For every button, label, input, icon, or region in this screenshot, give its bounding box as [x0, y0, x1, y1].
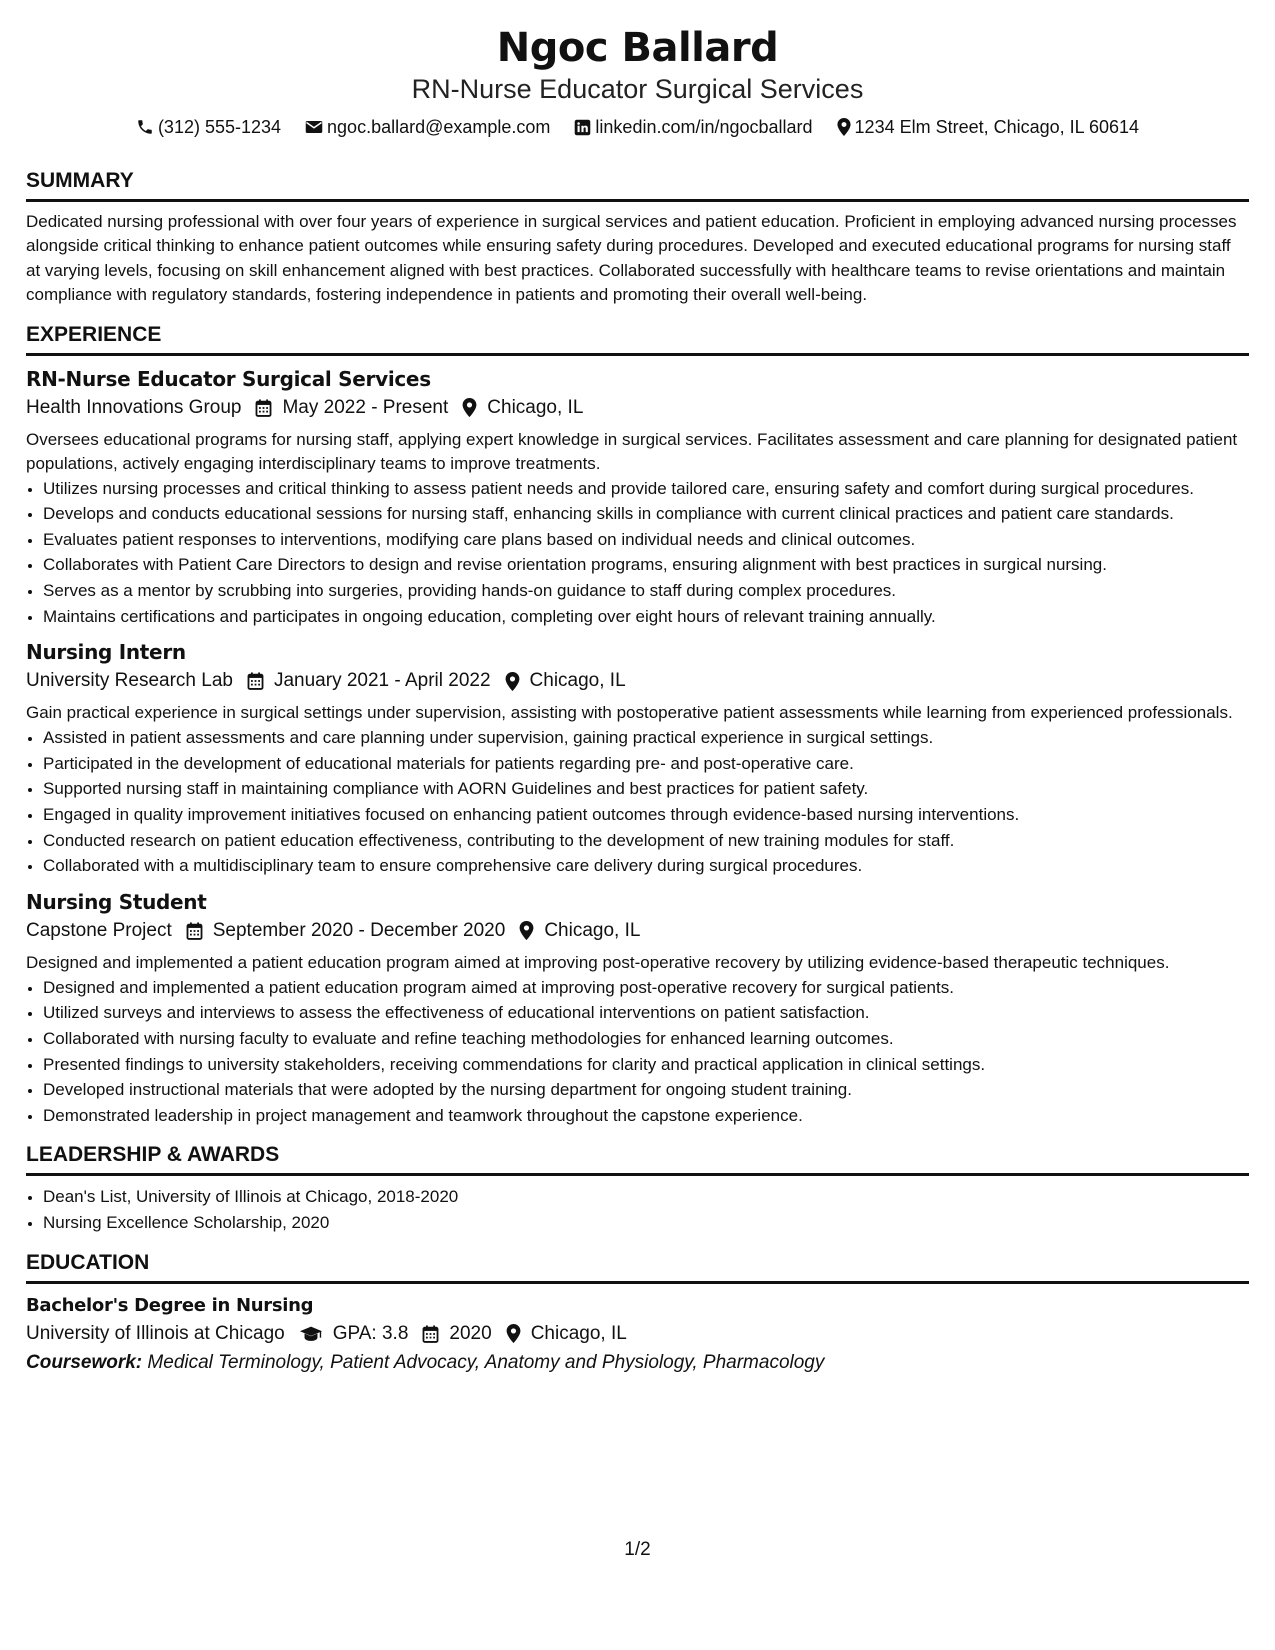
- job-organization: University Research Lab: [26, 670, 233, 692]
- list-item: • Serves as a mentor by scrubbing into surgeries, providing hands-on guidance to staff during complex procedures.: [43, 578, 1249, 604]
- list-item: • Evaluates patient responses to interventions, modifying care plans based on individual needs and clinical outcomes.: [43, 527, 1249, 553]
- envelope-icon: [305, 119, 323, 135]
- calendar-icon: [186, 922, 203, 940]
- job-location: Chicago, IL: [544, 919, 641, 941]
- job-dates: September 2020 - December 2020: [212, 919, 506, 941]
- list-item: • Engaged in quality improvement initiatives focused on enhancing patient outcomes through evidence-based nursing interventions.: [43, 802, 1249, 828]
- school-location: Chicago, IL: [530, 1322, 627, 1344]
- list-item: • Maintains certifications and participates in ongoing education, completing over eight hours of relevant training annually.: [43, 604, 1249, 630]
- list-item: • Utilized surveys and interviews to assess the effectiveness of educational interventions on patient satisfaction.: [43, 1000, 1249, 1026]
- job-entry: [26, 364, 1249, 630]
- candidate-title: RN-Nurse Educator Surgical Services: [411, 74, 864, 104]
- coursework-label: Coursework:: [26, 1351, 143, 1373]
- education-meta: [26, 1320, 1249, 1348]
- education-heading: EDUCATION: [26, 1250, 1249, 1284]
- contact-address-text: 1234 Elm Street, Chicago, IL 60614: [854, 117, 1140, 137]
- contact-email[interactable]: [305, 114, 550, 140]
- job-meta: [26, 917, 1249, 945]
- job-entry: [26, 637, 1249, 879]
- contact-phone-text: (312) 555-1234: [157, 117, 282, 137]
- list-item: • Participated in the development of educational materials for patients regarding pre- and post-operative care.: [43, 751, 1249, 777]
- summary-text: Dedicated nursing professional with over four years of experience in surgical services and patient education. Proficient in employing advanced nursing processes alongside critical thinking to enhance patient outcomes while ensuring safety during procedures. Developed and executed educational programs for nursing staff at varying levels, focusing on skill enhancement aligned with best practices. Collaborated successfully with healthcare teams to revise orientations and maintain compliance with regulatory standards, fostering independence in patients and promoting their overall well-being.: [26, 212, 1237, 305]
- contact-linkedin-text: linkedin.com/in/ngocballard: [595, 117, 813, 137]
- list-item: • Develops and conducts educational sessions for nursing staff, enhancing skills in compliance with current clinical practices and patient care standards.: [43, 501, 1249, 527]
- job-meta: [26, 394, 1249, 422]
- gpa-text: GPA: 3.8: [332, 1322, 409, 1344]
- job-bullets: [26, 476, 1249, 630]
- awards-heading: LEADERSHIP & AWARDS: [26, 1142, 1249, 1176]
- map-pin-icon: [505, 672, 520, 691]
- degree-title: Bachelor's Degree in Nursing: [26, 1294, 314, 1316]
- experience-heading: EXPERIENCE: [26, 322, 1249, 356]
- page-number: 1/2: [624, 1539, 651, 1560]
- list-item: • Collaborated with a multidisciplinary team to ensure comprehensive care delivery during surgical procedures.: [43, 853, 1249, 879]
- graduation-cap-icon: [299, 1325, 323, 1343]
- map-pin-icon: [519, 921, 534, 940]
- job-meta: [26, 667, 1249, 695]
- coursework-list: Medical Terminology, Patient Advocacy, Anatomy and Physiology, Pharmacology: [147, 1351, 825, 1373]
- contact-bar: [26, 114, 1249, 140]
- job-description: Gain practical experience in surgical settings under supervision, assisting with postoperative patient assessments while learning from experienced professionals.: [26, 703, 1233, 723]
- job-title: RN-Nurse Educator Surgical Services: [26, 366, 431, 391]
- list-item: • Supported nursing staff in maintaining compliance with AORN Guidelines and best practices for patient safety.: [43, 776, 1249, 802]
- candidate-name: Ngoc Ballard: [496, 25, 779, 71]
- job-location: Chicago, IL: [529, 670, 626, 692]
- map-pin-icon: [462, 398, 477, 417]
- summary-section: [26, 168, 1249, 308]
- list-item: • Demonstrated leadership in project management and teamwork throughout the capstone experience.: [43, 1103, 1249, 1129]
- calendar-icon: [255, 399, 272, 417]
- job-organization: Health Innovations Group: [26, 396, 242, 418]
- resume-page: [26, 22, 1249, 1378]
- job-location: Chicago, IL: [487, 396, 584, 418]
- list-item: • Developed instructional materials that were adopted by the nursing department for ongoing student training.: [43, 1077, 1249, 1103]
- job-title: Nursing Intern: [26, 640, 186, 665]
- list-item: • Presented findings to university stakeholders, receiving commendations for clarity and practical application in clinical settings.: [43, 1052, 1249, 1078]
- map-pin-icon: [837, 118, 851, 136]
- job-dates: May 2022 - Present: [282, 396, 449, 418]
- job-dates: January 2021 - April 2022: [273, 670, 491, 692]
- education-section: [26, 1250, 1249, 1378]
- job-entry: [26, 887, 1249, 1129]
- resume-header: [26, 22, 1249, 140]
- contact-linkedin[interactable]: [574, 114, 812, 140]
- job-description: Oversees educational programs for nursing staff, applying expert knowledge in surgical services. Facilitates assessment and care planning for designated patient populations, actively engaging interdisciplinary teams to improve treatments.: [26, 429, 1238, 473]
- contact-address: [837, 114, 1140, 140]
- linkedin-icon: [574, 119, 591, 136]
- calendar-icon: [247, 672, 264, 690]
- list-item: • Assisted in patient assessments and care planning under supervision, gaining practical experience in surgical settings.: [43, 725, 1249, 751]
- job-bullets: [26, 975, 1249, 1129]
- job-title: Nursing Student: [26, 889, 207, 914]
- contact-phone[interactable]: [136, 114, 281, 140]
- calendar-icon: [422, 1325, 439, 1343]
- list-item: • Designed and implemented a patient education program aimed at improving post-operative recovery for surgical patients.: [43, 975, 1249, 1001]
- summary-heading: SUMMARY: [26, 168, 1249, 202]
- list-item: • Utilizes nursing processes and critical thinking to assess patient needs and provide tailored care, ensuring safety and comfort during surgical procedures.: [43, 476, 1249, 502]
- map-pin-icon: [506, 1324, 521, 1343]
- school-name: University of Illinois at Chicago: [26, 1322, 285, 1344]
- contact-email-text: ngoc.ballard@example.com: [327, 117, 551, 137]
- job-bullets: [26, 725, 1249, 879]
- job-description: Designed and implemented a patient education program aimed at improving post-operative recovery by utilizing evidence-based therapeutic techniques.: [26, 952, 1170, 972]
- experience-section: [26, 322, 1249, 1129]
- coursework-line: [26, 1348, 1249, 1378]
- awards-section: [26, 1142, 1249, 1235]
- job-organization: Capstone Project: [26, 919, 172, 941]
- graduation-year: 2020: [449, 1322, 492, 1344]
- awards-list: [26, 1184, 1249, 1235]
- list-item: • Collaborates with Patient Care Directors to design and revise orientation programs, ensuring alignment with best practices in surgical nursing.: [43, 552, 1249, 578]
- list-item: • Dean's List, University of Illinois at Chicago, 2018-2020: [43, 1184, 1249, 1210]
- list-item: • Conducted research on patient education effectiveness, contributing to the development of new training modules for staff.: [43, 828, 1249, 854]
- phone-icon: [136, 118, 154, 136]
- list-item: • Nursing Excellence Scholarship, 2020: [43, 1210, 1249, 1236]
- list-item: • Collaborated with nursing faculty to evaluate and refine teaching methodologies for enhanced learning outcomes.: [43, 1026, 1249, 1052]
